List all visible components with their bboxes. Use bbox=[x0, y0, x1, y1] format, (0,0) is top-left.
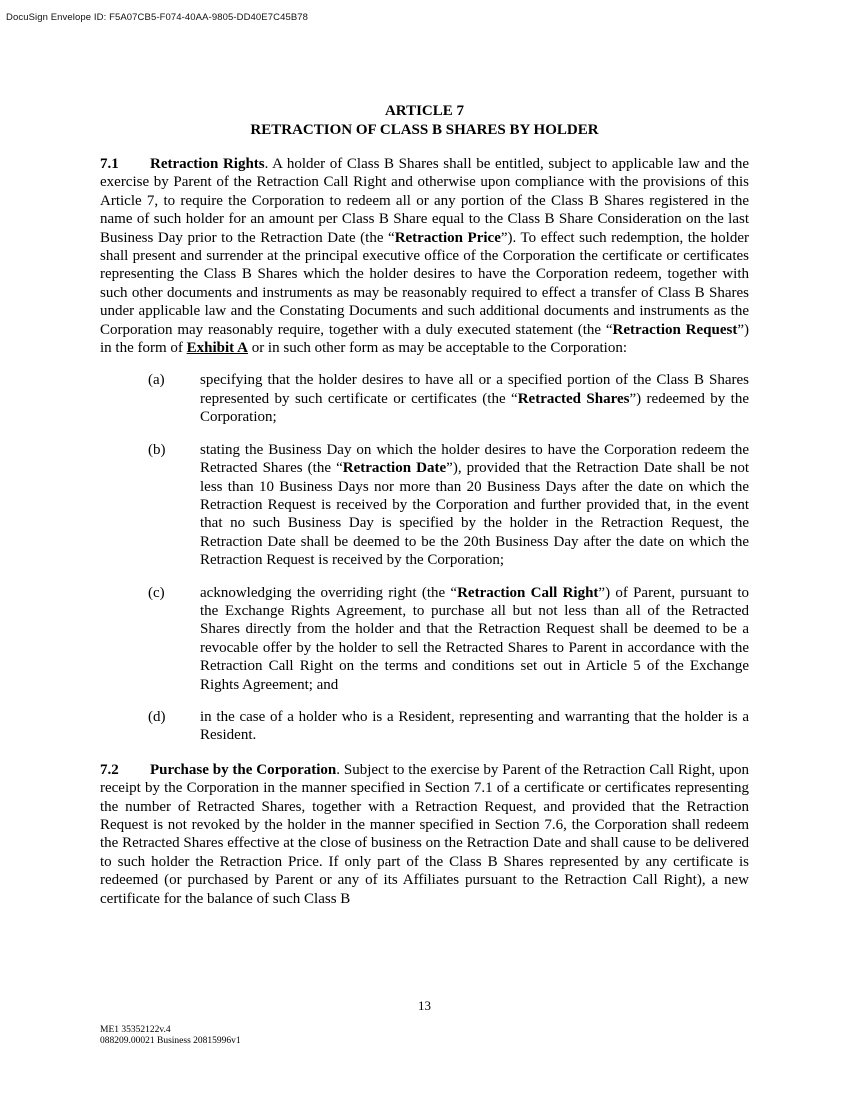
page-number: 13 bbox=[418, 998, 431, 1013]
defined-term-retracted-shares: Retracted Shares bbox=[517, 390, 630, 407]
section-7-1-text-4: or in such other form as may be acceptable to the Corporation: bbox=[247, 340, 627, 357]
docusign-envelope-id: DocuSign Envelope ID: F5A07CB5-F074-40AA-9805-DD40E7C45B78 bbox=[6, 12, 309, 23]
section-7-1-text-3: ”) in the form of bbox=[100, 321, 749, 357]
section-7-1 bbox=[100, 155, 749, 357]
section-7-2-text: . Subject to the exercise by Parent of the Retraction Call Right, upon receipt by the Corporation in the manner specified in Section 7.1 of a certificate or certificates representing the number of Retracted Shares, together with a Retraction Request, and provided that the Retraction Request is not revoked by the holder in the manner specified in Section 7.6, the Corporation shall redeem the Retracted Shares effective at the close of business on the Retraction Date and shall cause to be delivered to such holder the Retraction Price. If only part of the Class B Shares represented by any certificate is redeemed (or purchased by Parent or any of its Affiliates pursuant to the Retraction Call Right), a new certificate for the balance of such Class B bbox=[100, 761, 749, 907]
clause-c-text-2: ”) of Parent, pursuant to the Exchange Rights Agreement, to purchase all but not less than all of the Retracted Shares directly from the holder and that the Retraction Request shall be deemed to be a revocable offer by the holder to sell the Retracted Shares to Parent in accordance with the Retraction Call Right on the terms and conditions set out in Article 5 of the Exchange Rights Agreement; and bbox=[200, 584, 750, 693]
clause-d bbox=[100, 708, 749, 745]
clause-a-label: (a) bbox=[148, 372, 165, 389]
clause-b bbox=[100, 441, 749, 570]
clause-a bbox=[100, 371, 749, 426]
document-page bbox=[100, 102, 749, 908]
clause-a-text-2: ”) redeemed by the Corporation; bbox=[200, 390, 749, 426]
document-footer bbox=[100, 1025, 241, 1047]
defined-term-retraction-call-right: Retraction Call Right bbox=[457, 584, 599, 601]
clause-b-text-2: ”), provided that the Retraction Date shall be not less than 10 Business Days nor more than 20 Business Days after the date on which the Retraction Request is received by the Corporation and further provided that, in the event that no such Business Day is specified by the holder in the Retraction Request, the Retraction Date shall be deemed to be the 20th Business Day after the date on which the Retraction Request is received by the Corporation; bbox=[200, 460, 750, 569]
clause-a-text-1: specifying that the holder desires to have all or a specified portion of the Class B Shares represented by such certificate or certificates (the “ bbox=[200, 372, 749, 407]
section-7-2-number: 7.2 bbox=[100, 761, 119, 778]
article-title: RETRACTION OF CLASS B SHARES BY HOLDER bbox=[250, 121, 599, 138]
clause-b-label: (b) bbox=[148, 441, 166, 458]
clause-c-text-1: acknowledging the overriding right (the “ bbox=[200, 584, 458, 601]
clause-d-text: in the case of a holder who is a Resident, representing and warranting that the holder is a Resident. bbox=[200, 708, 749, 744]
defined-term-retraction-date: Retraction Date bbox=[342, 460, 447, 477]
section-7-2 bbox=[100, 761, 749, 908]
defined-term-retraction-price: Retraction Price bbox=[394, 229, 501, 246]
footer-doc-id-1: ME1 35352122v.4 bbox=[100, 1025, 171, 1035]
clause-b-text-1: stating the Business Day on which the holder desires to have the Corporation redeem the Retracted Shares (the “ bbox=[200, 441, 749, 477]
section-7-1-number: 7.1 bbox=[100, 156, 119, 172]
section-7-1-heading: Retraction Rights bbox=[150, 156, 265, 172]
section-7-1-text-2: ”). To effect such redemption, the holder shall present and surrender at the principal executive office of the Corporation the certificate or certificates representing the Class B Shares which the holder desires to have the Corporation redeem, together with such other documents and instruments as may be reasonably required to effect a transfer of Class B Shares under applicable law and the Constating Documents and such additional documents and instruments as the Corporation may reasonably require, together with a duly executed statement (the “ bbox=[100, 229, 749, 338]
exhibit-a-reference: Exhibit A bbox=[186, 340, 248, 357]
section-7-1-text-1: . A holder of Class B Shares shall be entitled, subject to applicable law and the exercise by Parent of the Retraction Call Right and otherwise upon compliance with the provisions of this Article 7, to require the Corporation to redeem all or any portion of the Class B Shares registered in the name of such holder for an amount per Class B Share equal to the Class B Share Consideration on the last Business Day prior to the Retraction Date (the “ bbox=[100, 156, 749, 246]
defined-term-retraction-request: Retraction Request bbox=[612, 321, 738, 338]
clause-d-label: (d) bbox=[148, 708, 166, 725]
footer-doc-id-2: 088209.00021 Business 20815996v1 bbox=[100, 1036, 241, 1046]
clause-c-label: (c) bbox=[148, 584, 165, 601]
article-number: ARTICLE 7 bbox=[384, 103, 465, 119]
clause-c bbox=[100, 584, 749, 694]
section-7-2-heading: Purchase by the Corporation bbox=[150, 761, 337, 778]
